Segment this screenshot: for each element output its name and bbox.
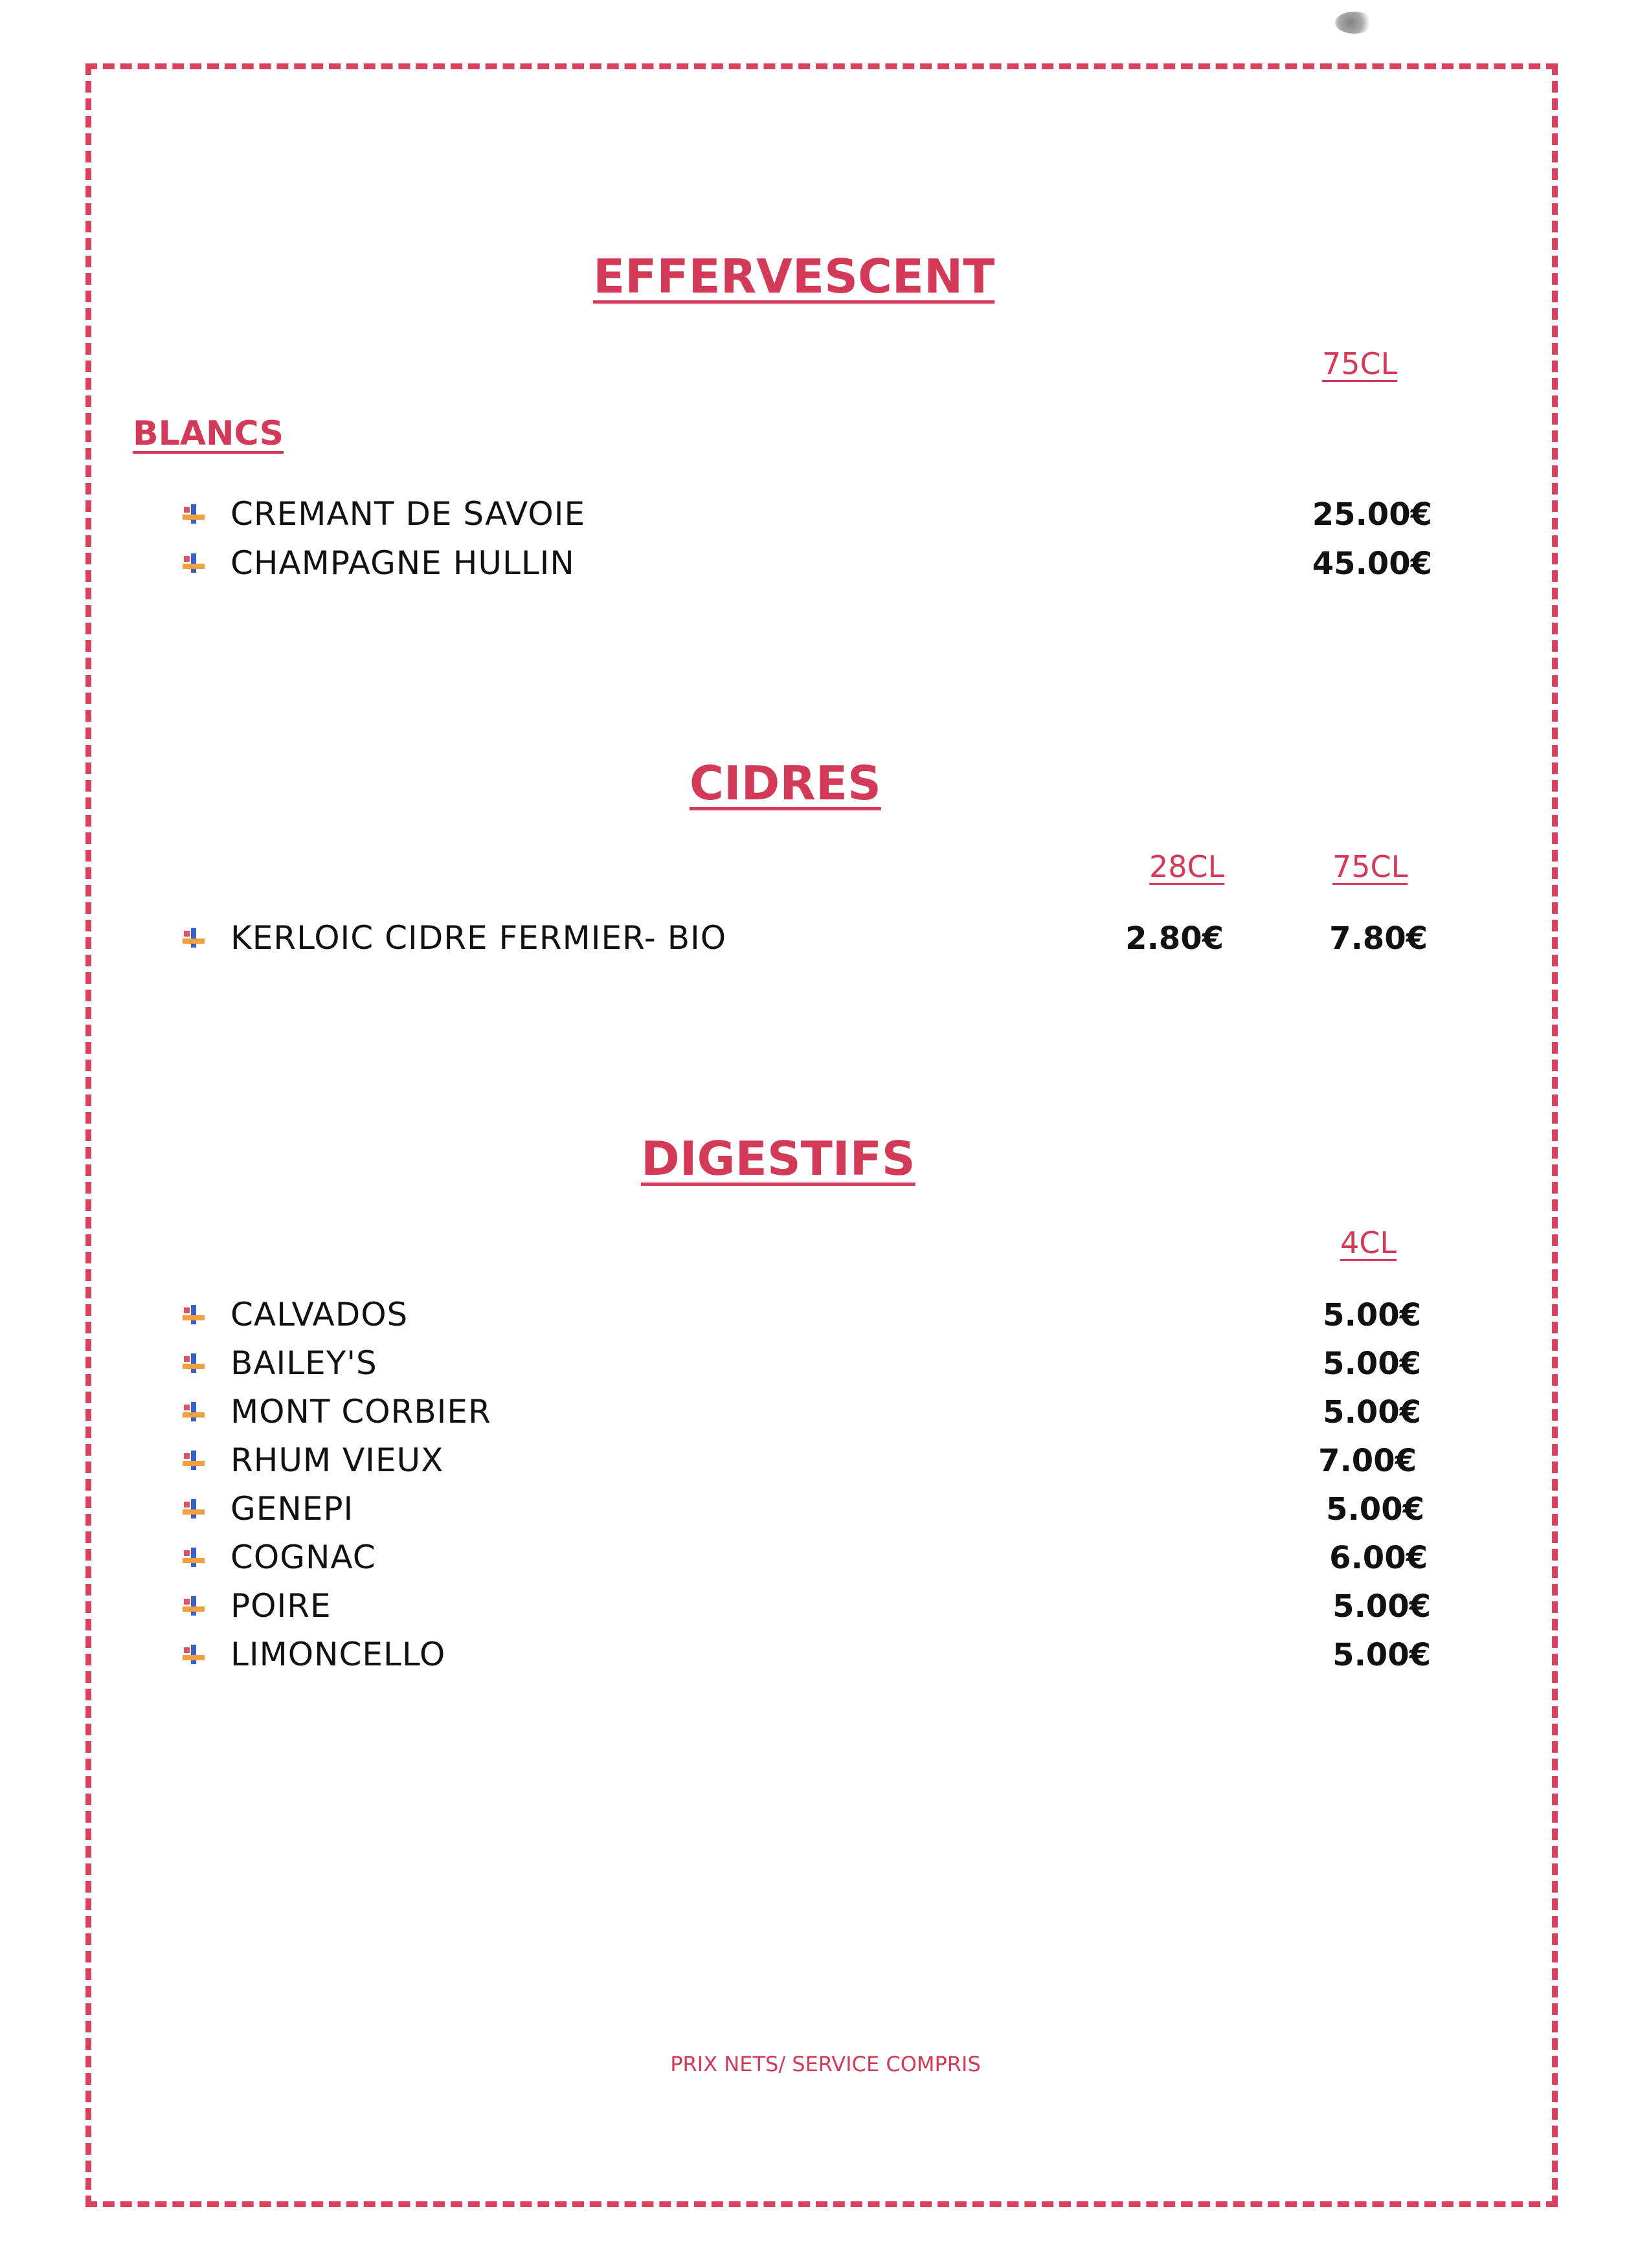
item-name: CALVADOS [230,1296,409,1333]
paper-smudge [1335,12,1374,34]
section-title-digestifs: DIGESTIFS [641,1131,915,1186]
item-name: LIMONCELLO [230,1636,446,1673]
item-price: 5.00€ [1332,1637,1431,1673]
item-name: GENEPI [230,1490,354,1528]
list-item [180,491,585,537]
item-name: COGNAC [230,1539,376,1576]
section-title-cidres: CIDRES [690,756,881,810]
cross-bullet-icon [180,1592,207,1619]
item-name: POIRE [230,1587,331,1625]
item-name: CREMANT DE SAVOIE [230,495,586,533]
cross-bullet-icon [180,1495,207,1522]
list-item [180,1535,376,1580]
item-price: 6.00€ [1329,1540,1428,1576]
list-item [180,1389,491,1434]
cross-bullet-icon [180,1544,207,1571]
cross-bullet-icon [180,1398,207,1425]
item-price: 5.00€ [1323,1394,1421,1430]
item-price-75cl: 7.80€ [1329,920,1428,957]
list-item [180,540,575,586]
list-item [180,1583,331,1629]
cross-bullet-icon [180,1301,207,1328]
column-header-75cl: 75CL [1332,849,1408,884]
item-name: KERLOIC CIDRE FERMIER- BIO [230,919,727,957]
list-item [180,1632,445,1677]
item-price: 5.00€ [1323,1297,1421,1333]
list-item [180,1292,408,1337]
cross-bullet-icon [180,1641,207,1668]
item-price: 5.00€ [1332,1588,1431,1625]
item-name: CHAMPAGNE HULLIN [230,544,575,582]
section-title-effervescent: EFFERVESCENT [593,249,995,304]
item-price: 5.00€ [1326,1491,1424,1528]
list-item [180,1438,444,1483]
item-price: 7.00€ [1318,1443,1417,1479]
footer-note: PRIX NETS/ SERVICE COMPRIS [670,2052,981,2076]
cross-bullet-icon [180,924,207,951]
item-price: 5.00€ [1323,1346,1421,1382]
list-item [180,915,726,961]
cross-bullet-icon [180,1447,207,1474]
cross-bullet-icon [180,500,207,528]
cross-bullet-icon [180,550,207,577]
item-price: 45.00€ [1312,546,1432,582]
column-header-28cl: 28CL [1149,849,1225,884]
item-name: MONT CORBIER [230,1393,491,1430]
cross-bullet-icon [180,1350,207,1377]
item-price: 25.00€ [1312,496,1432,533]
subsection-title-blancs: BLANCS [133,414,284,453]
item-name: BAILEY'S [230,1344,377,1382]
item-name: RHUM VIEUX [230,1441,444,1479]
list-item [180,1486,354,1531]
column-header-75cl: 75CL [1322,346,1398,381]
column-header-4cl: 4CL [1340,1225,1397,1260]
item-price-28cl: 2.80€ [1125,920,1224,957]
list-item [180,1340,377,1386]
